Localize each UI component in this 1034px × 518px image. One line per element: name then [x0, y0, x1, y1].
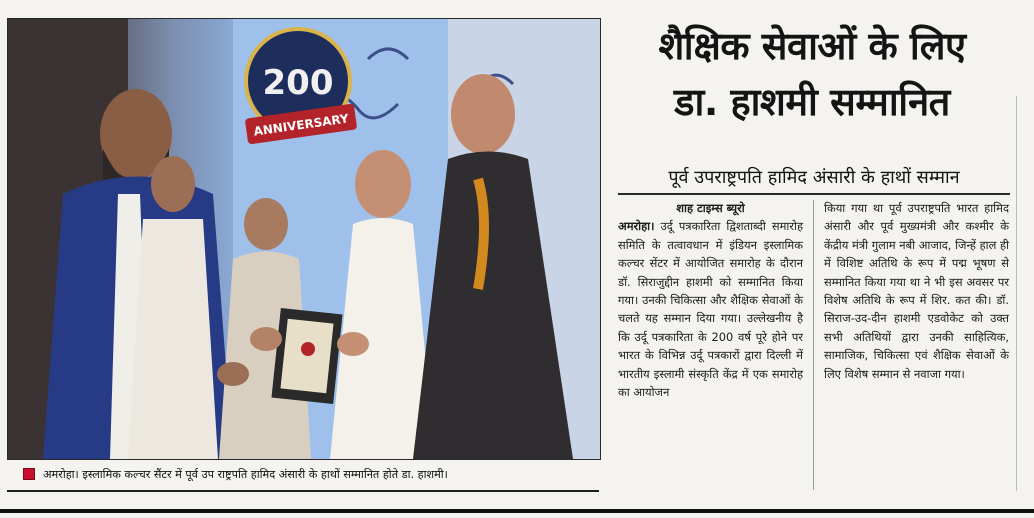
photo-caption-text: अमरोहा। इस्लामिक कल्चर सैंटर में पूर्व उप राष्ट्रपति हामिद अंसारी के हाथों सम्मानित होते डा. हाशमी। — [43, 467, 448, 481]
edge-divider — [1016, 96, 1017, 491]
page-bottom-rule — [0, 509, 1034, 513]
news-photo — [7, 18, 601, 460]
article-column-1 — [618, 199, 803, 401]
photo-illustration — [8, 19, 600, 459]
subheadline-divider — [618, 193, 1010, 195]
article-subheadline: पूर्व उपराष्ट्रपति हामिद अंसारी के हाथों सम्मान — [668, 167, 960, 188]
column-divider — [813, 200, 814, 490]
article-column-1-text: उर्दू पत्रकारिता द्विशताब्दी समारोह समिति के तत्वावधान में इंडियन इस्लामिक कल्चर सेंटर में आयोजित समारोह के दौरान डॉ. सिराजुद्दीन हाशमी को सम्मानित किया गया। उनकी चिकित्सा और शैक्षिक सेवाओं के चलते यह सम्मान दिया गया। उल्लेखनीय है कि उर्दू पत्रकारिता के 200 वर्ष पूरे होने पर भारत के विभिन्न उर्दू पत्रकारों द्वारा दिल्ली में भारतीय इस्लामी संस्कृति केंद्र में एक समारोह का आयोजन — [618, 219, 804, 400]
caption-divider — [7, 490, 599, 492]
headline-line-1: शैक्षिक सेवाओं के लिए — [658, 24, 966, 68]
badge-word: ANNIVERSARY — [252, 111, 350, 139]
photo-caption — [7, 462, 599, 486]
headline-line-2: डा. हाशमी सम्मानित — [674, 80, 950, 124]
badge-number: 200 — [262, 63, 334, 103]
article-column-2 — [824, 199, 1009, 383]
article-headline — [612, 18, 1012, 130]
article-byline: शाह टाइम्स ब्यूरो — [676, 201, 745, 215]
article-column-2-text: किया गया था पूर्व उपराष्ट्रपति भारत हामिद अंसारी और पूर्व मुख्यमंत्री और कश्मीर के केंद्रीय मंत्री गुलाम नबी आजाद, जिन्हें हाल ही में विशिष्ट अतिथि के रूप में पद्म भूषण से सम्मानित किया गया था ने भी इस अवसर पर विशेष अतिथि के रूप में शिर. कत की। डॉ. सिराज-उद-दीन हाशमी एडवोकेट को उक्त सभी अतिथियों द्वारा उनकी साहित्यिक, सामाजिक, चिकित्सा एवं शैक्षिक सेवाओं के लिए विशेष सम्मान से नवाजा गया। — [824, 201, 1009, 381]
article-dateline: अमरोहा। — [618, 219, 655, 234]
caption-marker-icon — [23, 468, 35, 480]
